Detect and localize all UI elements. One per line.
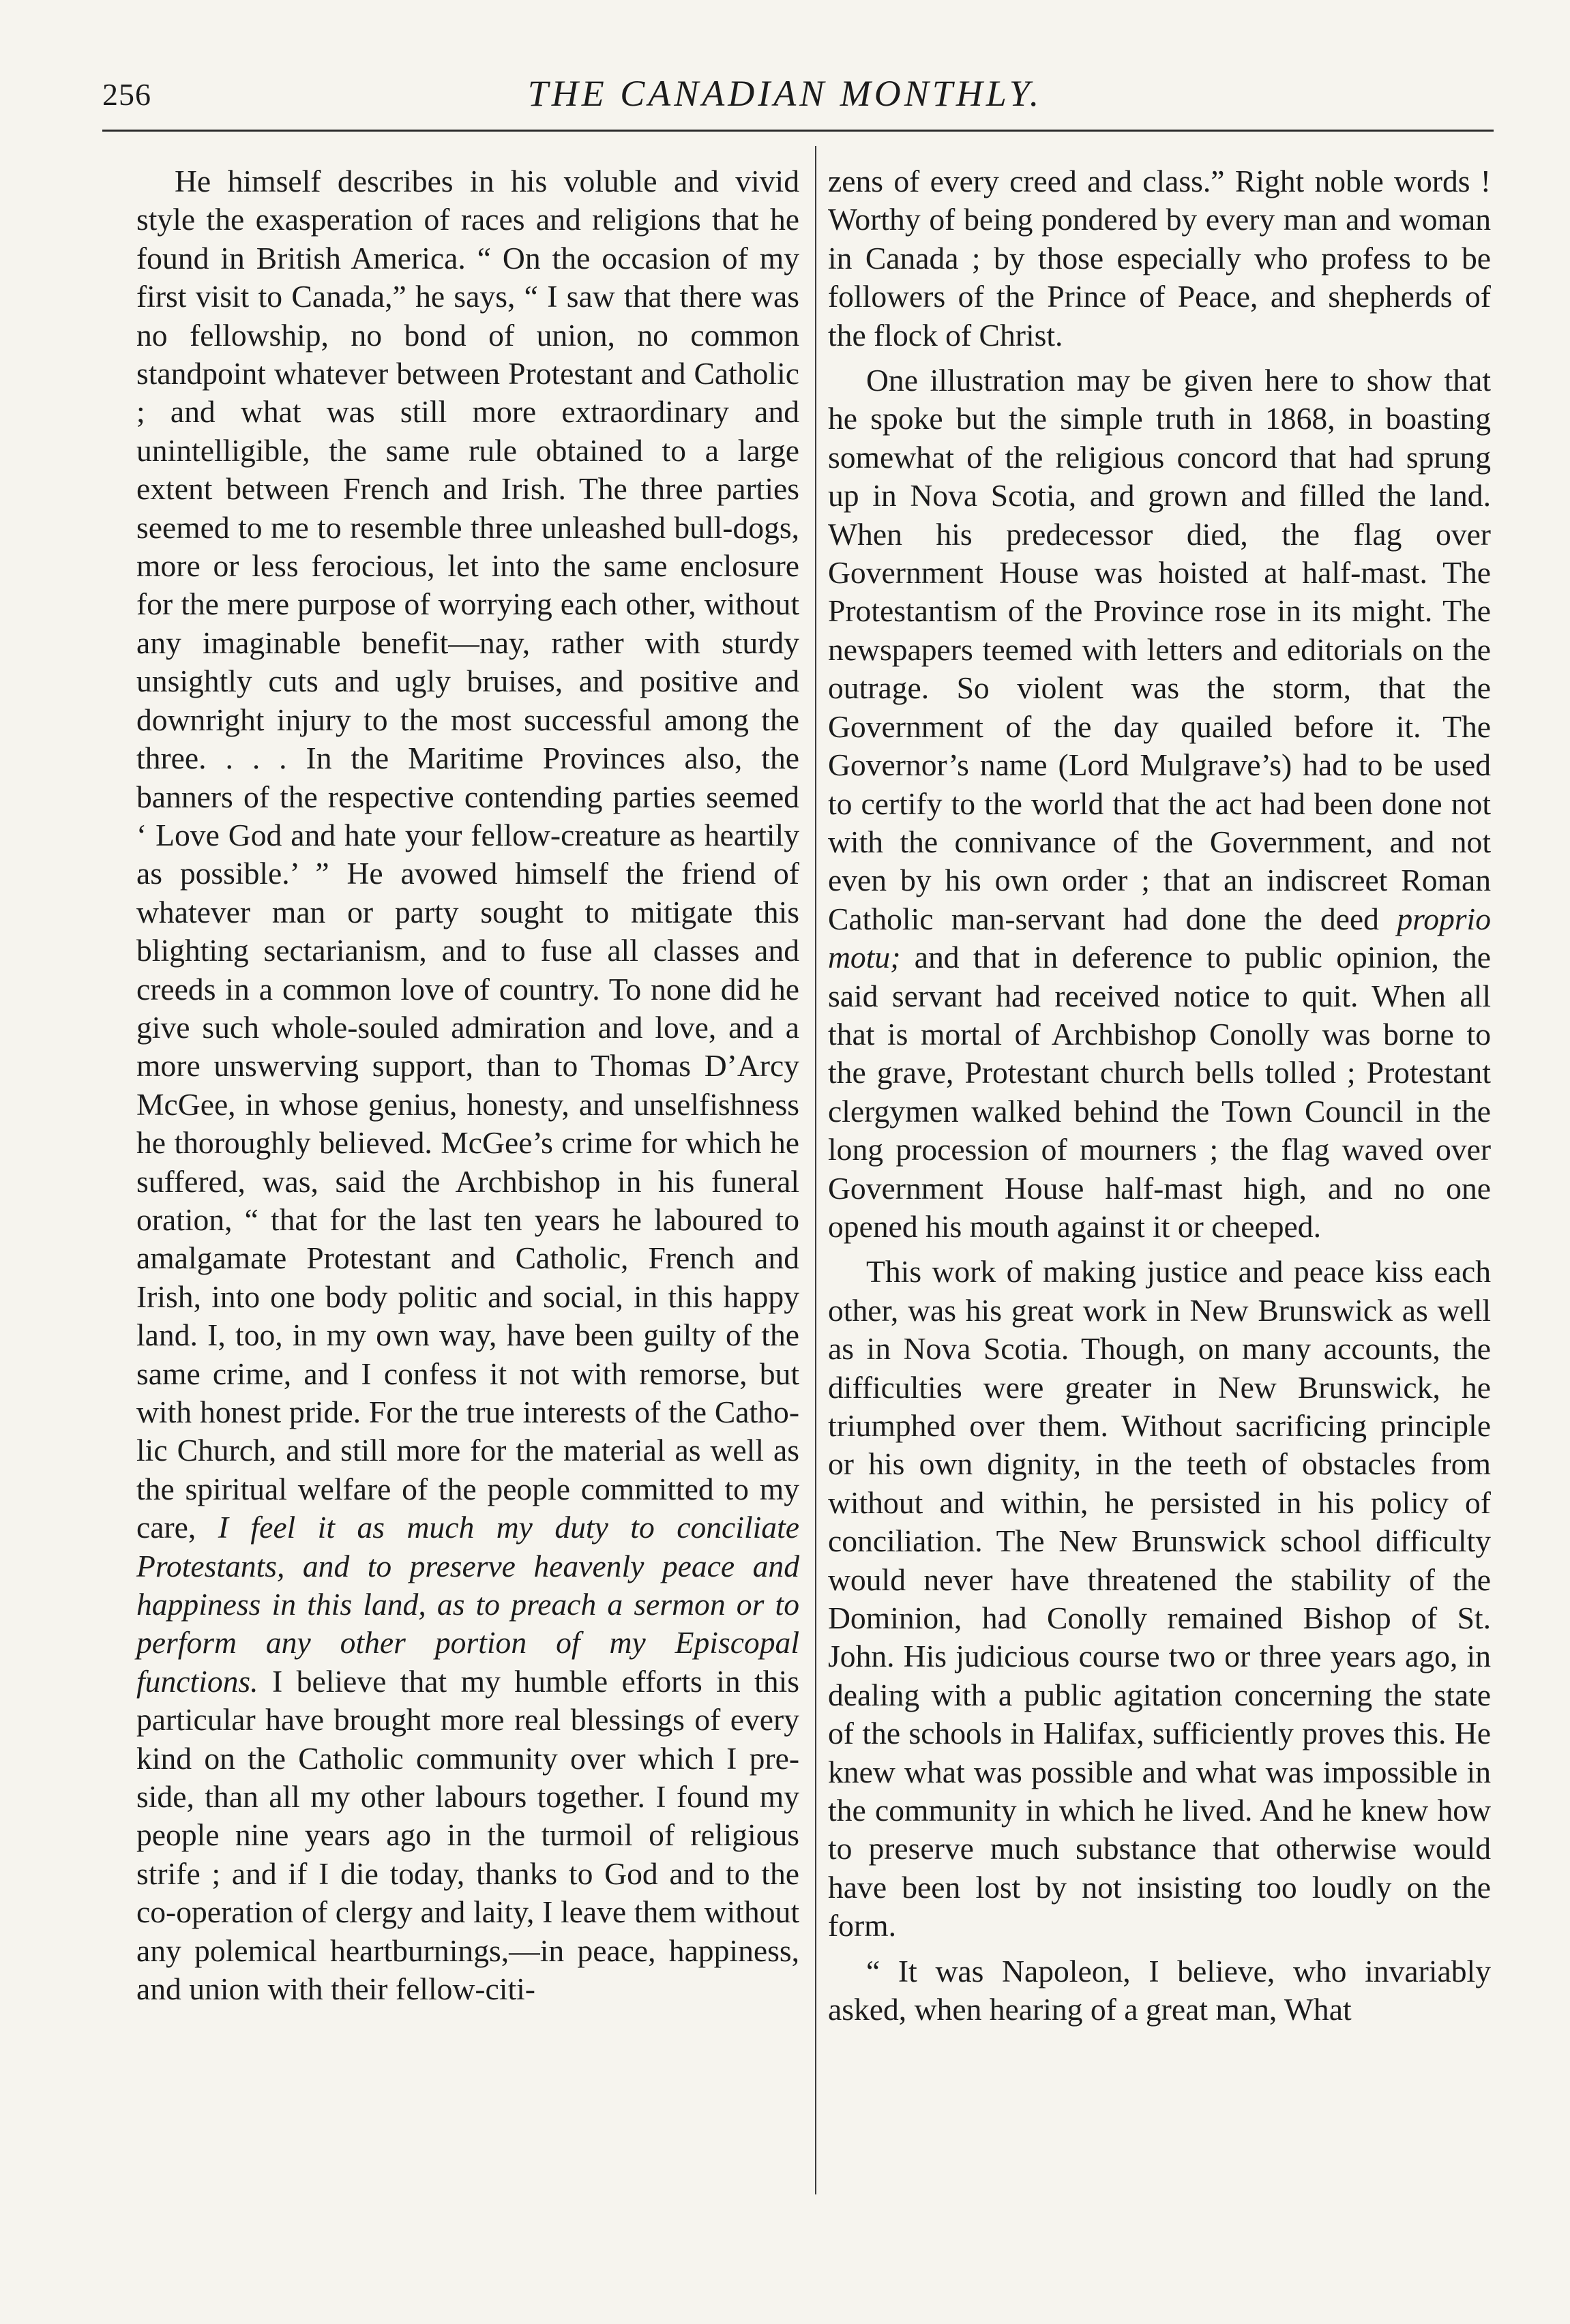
right-paragraph-2-text-a: One illustration may be given here to show that he spoke but the simple truth in 1868, in boasting somewhat of the religious concord that had sprung up in Nova Scotia, and grown and filled the land. When his predecessor died, the flag over Government House was hoisted at half-mast. The Protestantism of the Province rose in its might. The newspapers teemed with letters and editorials on the outrage. So violent was the storm, that the Government of the day quailed before it. The Governor’s name (Lord Mulgrave’s) had to be used to certify to the world that the act had been done not with the connivance of the Government, and not even by his own order ; that an indiscreet Roman Catholic man-servant had done the deed (828, 363, 1491, 936)
left-paragraph-1-italic: I feel it as much my duty to conciliate Protestants, and to preserve heavenly peace and happiness in this land, as to preach a sermon or to perform any other portion of my Episcopal functions. (136, 1510, 799, 1699)
left-paragraph-1-text-a: He himself describes in his voluble and vivid style the exasperation of races and religions that he found in British America. “ On the occasion of my first visit to Canada,” he says, “ I saw that there was no fellowship, no bond of union, no common standpoint whatever between Protestant and Catholic ; and what was still more extraordinary and unintelligible, the same rule obtained to a large extent between French and Irish. The three parties seemed to me to resemble three unleashed bull-dogs, more or less ferocious, let into the same enclosure for the mere purpose of worrying each other, without any imaginable benefit—nay, rather with sturdy unsightly cuts and ugly bruises, and positive and downright injury to the most successful among the three. . . . In the Maritime Provinces also, the banners of the respective contending parties seemed ‘ Love God and hate your fellow-creature as heartily as possible.’ ” He avowed himself the friend of whatever man or party sought to mitigate this blighting sectarianism, and to fuse all classes and creeds in a common love of country. To none did he give such whole-souled admiration and love, and a more unswerving support, than to Thomas D’Arcy McGee, in whose genius, honesty, and unselfishness he thoroughly believed. McGee’s crime for which he suffered, was, said the Archbishop in his funeral oration, “ that for the last ten years he laboured to amalgamate Protestant and Catholic, French and Irish, into one body politic and social, in this happy land. I, too, in my own way, have been guilty of the same crime, and I confess it not with remorse, but with honest pride. For the true interests of the Catholic Church, and still more for the material as well as the spiritual welfare of the people committed to my care, (136, 164, 799, 1545)
running-title: THE CANADIAN MONTHLY. (527, 73, 1043, 114)
right-paragraph-2-italic: proprio motu; (828, 901, 1491, 975)
right-paragraph-2 (828, 361, 1491, 1246)
page-number: 256 (102, 77, 151, 112)
right-paragraph-1: zens of every creed and class.” Right noble words ! Worthy of being pondered by every man and woman in Canada ; by those especially who profess to be followers of the Prince of Peace, and shepherds of the flock of Christ. (828, 164, 1491, 353)
left-paragraph-1-text-b: I believe that my humble efforts in this particular have brought more real blessings of every kind on the Catholic community over which I preside, than all my other labours together. I found my people nine years ago in the turmoil of religious strife ; and if I die today, thanks to God and to the co-operation of clergy and laity, I leave them without any polemical heartburnings,—in peace, happiness, and union with their fellow-citi- (136, 1663, 799, 2007)
right-column (828, 162, 1491, 2029)
right-paragraph-4: “ It was Napoleon, I believe, who invariably asked, when hearing of a great man, What (828, 1953, 1491, 2027)
right-paragraph-2-text-b: and that in deference to public opinion, the said servant had received notice to quit. When all that is mortal of Archbishop Conolly was borne to the grave, Protestant church bells tolled ; Protestant clergymen walked behind the Town Council in the long procession of mourners ; the flag waved over Government House half-mast high, and no one opened his mouth against it or cheeped. (828, 940, 1491, 1244)
right-paragraph-3: This work of making justice and peace kiss each other, was his great work in New Brunswick as well as in Nova Scotia. Though, on many accounts, the difficulties were greater in New Brunswick, he triumphed over them. Without sacrificing principle or his own dignity, in the teeth of obstacles from without and within, he persisted in his policy of conciliation. The New Brunswick school difficulty would never have threatened the stability of the Dominion, had Conolly remained Bishop of St. John. His judicious course two or three years ago, in dealing with a public agitation concerning the state of the schools in Halifax, sufficiently proves this. He knew what was possible and what was impossible in the community in which he lived. And he knew how to preserve much substance that otherwise would have been lost by not insisting too loudly on the form. (828, 1254, 1491, 1943)
column-divider (815, 146, 816, 2194)
header-rule (102, 130, 1494, 132)
left-paragraph-1 (136, 162, 799, 2009)
left-column (136, 162, 799, 2009)
